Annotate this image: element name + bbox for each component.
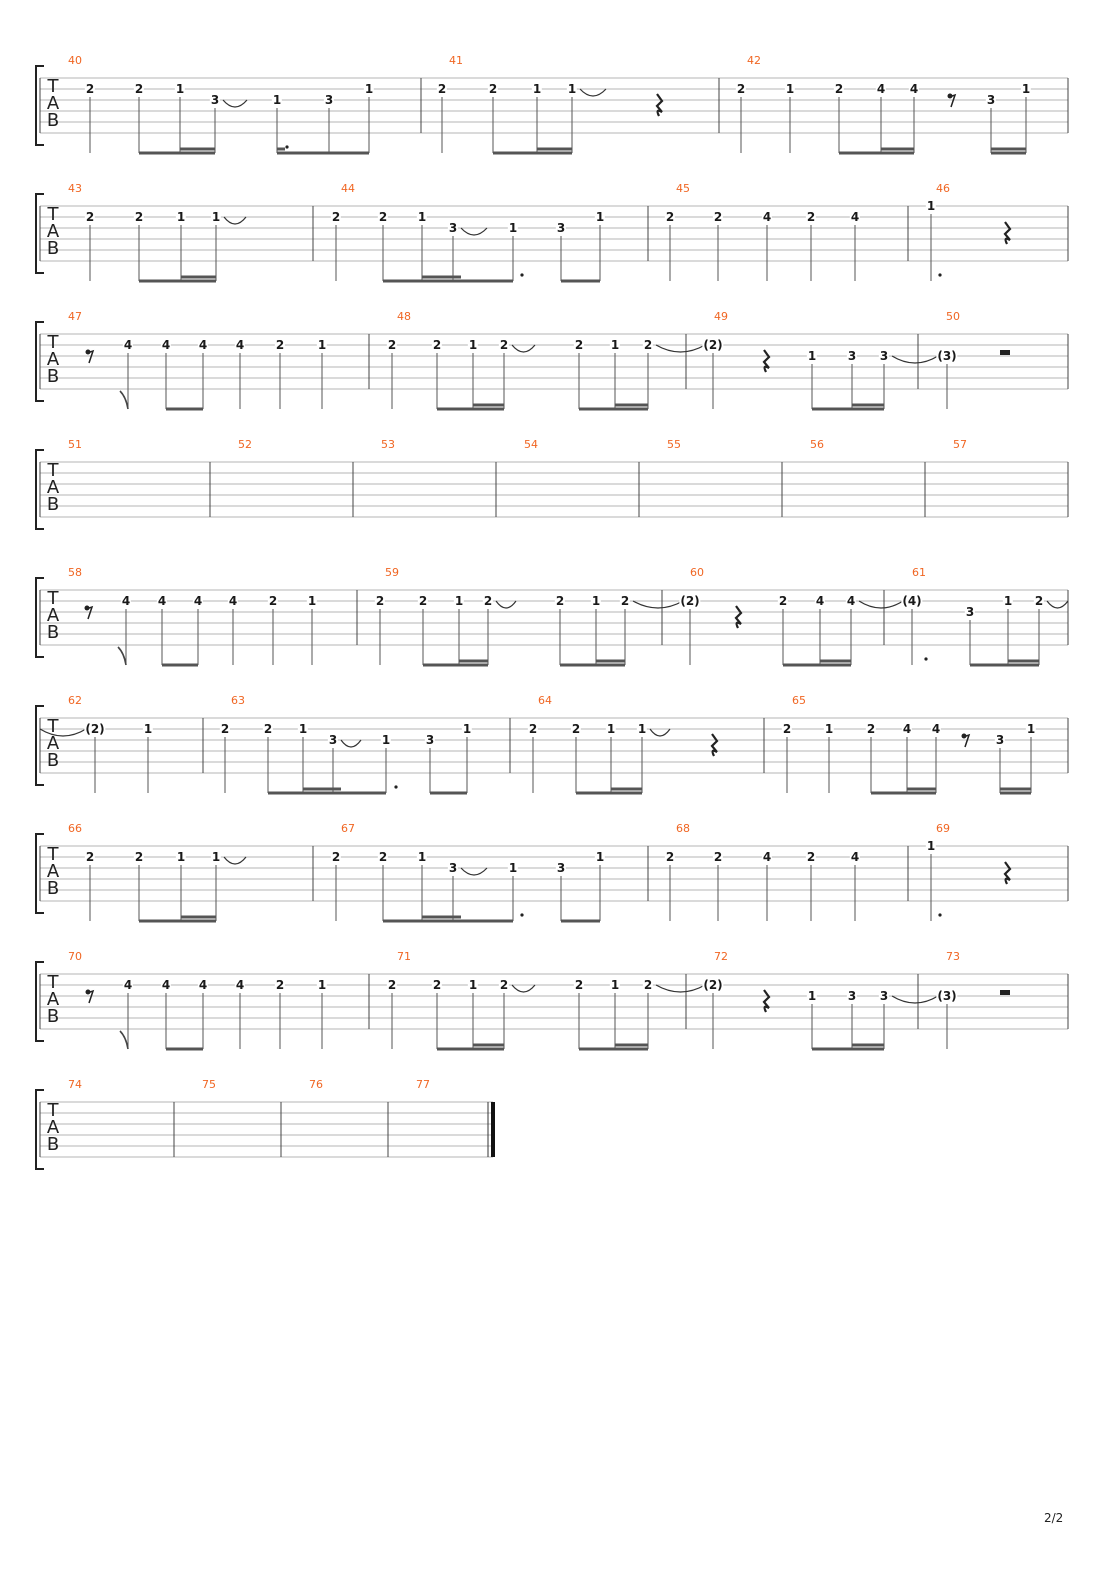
fret-number: 3 [879,349,889,363]
fret-number: 4 [850,850,860,864]
page-number: 2/2 [1044,1511,1064,1525]
tab-clef-letter: T [47,972,59,993]
note-flag [118,647,126,665]
staff-svg [0,316,1110,436]
staff-svg [0,700,1110,820]
measure-number: 40 [68,54,82,67]
fret-number: 2 [134,210,144,224]
fret-number: 2 [834,82,844,96]
fret-number: 1 [606,722,616,736]
note-flag [120,391,128,409]
rhythm-dot [924,657,927,660]
measure-number: 55 [667,438,681,451]
rhythm-dot [938,273,941,276]
fret-number: 1 [211,210,221,224]
measure-number: 74 [68,1078,82,1091]
tab-clef-letter: A [46,1117,60,1138]
fret-number: 2 [268,594,278,608]
measure-number: 68 [676,822,690,835]
fret-number: 3 [448,861,458,875]
tab-clef-letter: T [47,76,59,97]
fret-number: 1 [508,221,518,235]
fret-number: 2 [555,594,565,608]
fret-number: 1 [272,93,282,107]
quarter-rest-icon [1005,862,1010,884]
whole-rest-icon [1000,990,1010,995]
fret-number: 2 [378,210,388,224]
tab-clef-letter: T [47,716,59,737]
fret-number: 3 [324,93,334,107]
tab-clef-letter: A [46,349,60,370]
fret-number: 4 [121,594,131,608]
staff-svg [0,572,1110,692]
fret-number: (2) [680,594,700,608]
fret-number: 1 [591,594,601,608]
fret-number: 1 [785,82,795,96]
fret-number: 1 [364,82,374,96]
tab-clef-letter: B [46,238,60,259]
fret-number: 1 [454,594,464,608]
tie-arc [892,996,938,1003]
fret-number: 1 [175,82,185,96]
fret-number: 1 [211,850,221,864]
measure-number: 77 [416,1078,430,1091]
measure-number: 47 [68,310,82,323]
tie-arc [461,868,487,875]
rhythm-dot [520,273,523,276]
rhythm-dot [285,145,288,148]
fret-number: 4 [228,594,238,608]
tie-arc [633,601,683,608]
tie-arc [580,89,606,96]
fret-number: 1 [176,210,186,224]
tab-clef-letter: B [46,366,60,387]
fret-number: 3 [879,989,889,1003]
fret-number: 1 [595,850,605,864]
fret-number: 2 [275,338,285,352]
measure-number: 41 [449,54,463,67]
fret-number: 2 [134,850,144,864]
fret-number: 1 [468,978,478,992]
fret-number: 1 [567,82,577,96]
fret-number: 1 [298,722,308,736]
fret-number: 2 [665,850,675,864]
fret-number: (3) [937,989,957,1003]
fret-number: 1 [532,82,542,96]
fret-number: 2 [782,722,792,736]
fret-number: 1 [462,722,472,736]
fret-number: (2) [85,722,105,736]
fret-number: 2 [375,594,385,608]
fret-number: 2 [85,210,95,224]
fret-number: 4 [876,82,886,96]
fret-number: 4 [902,722,912,736]
measure-number: 48 [397,310,411,323]
tab-system [0,438,1110,564]
quarter-rest-icon [712,734,717,756]
fret-number: 1 [610,338,620,352]
tab-system [0,950,1110,1076]
tab-system [0,566,1110,692]
measure-number: 50 [946,310,960,323]
fret-number: 2 [665,210,675,224]
measure-number: 62 [68,694,82,707]
fret-number: 4 [123,338,133,352]
fret-number: 2 [331,850,341,864]
tab-system [0,694,1110,820]
fret-number: 4 [161,978,171,992]
fret-number: 2 [806,210,816,224]
quarter-rest-icon [764,350,769,372]
fret-number: 2 [806,850,816,864]
tie-arc [656,985,705,992]
measure-number: 63 [231,694,245,707]
fret-number: 1 [176,850,186,864]
fret-number: 1 [807,989,817,1003]
tab-clef-letter: B [46,750,60,771]
fret-number: 4 [850,210,860,224]
fret-number: 4 [198,338,208,352]
fret-number: 3 [556,221,566,235]
fret-number: 2 [499,338,509,352]
measure-number: 54 [524,438,538,451]
tab-clef-letter: B [46,110,60,131]
measure-number: 45 [676,182,690,195]
fret-number: 1 [417,210,427,224]
fret-number: 4 [815,594,825,608]
fret-number: 4 [762,850,772,864]
staff-svg [0,444,1110,564]
fret-number: 1 [307,594,317,608]
fret-number: (3) [937,349,957,363]
whole-rest-icon [1000,350,1010,355]
tab-clef-letter: A [46,861,60,882]
fret-number: 1 [381,733,391,747]
fret-number: 4 [193,594,203,608]
tie-arc [892,356,938,363]
tab-clef-letter: A [46,989,60,1010]
tab-system [0,310,1110,436]
tie-arc [512,985,535,992]
fret-number: 3 [986,93,996,107]
tie-arc [223,100,247,107]
fret-number: 2 [432,978,442,992]
fret-number: 2 [134,82,144,96]
fret-number: (2) [703,338,723,352]
fret-number: 3 [425,733,435,747]
fret-number: 1 [317,978,327,992]
tie-arc [650,729,670,736]
fret-number: 2 [488,82,498,96]
measure-number: 51 [68,438,82,451]
fret-number: 1 [595,210,605,224]
tie-arc [859,601,903,608]
tab-clef-letter: A [46,221,60,242]
fret-number: (2) [703,978,723,992]
measure-number: 61 [912,566,926,579]
measure-number: 66 [68,822,82,835]
tab-clef-letter: B [46,494,60,515]
measure-number: 75 [202,1078,216,1091]
fret-number: 2 [275,978,285,992]
measure-number: 43 [68,182,82,195]
fret-number: 2 [643,978,653,992]
rhythm-dot [394,785,397,788]
fret-number: 1 [926,199,936,213]
fret-number: 1 [807,349,817,363]
measure-number: 60 [690,566,704,579]
fret-number: 2 [866,722,876,736]
measure-number: 44 [341,182,355,195]
staff-svg [0,60,1110,180]
measure-number: 59 [385,566,399,579]
fret-number: 3 [995,733,1005,747]
fret-number: 2 [574,978,584,992]
measure-number: 58 [68,566,82,579]
measure-number: 56 [810,438,824,451]
fret-number: 1 [317,338,327,352]
measure-number: 71 [397,950,411,963]
tab-clef-letter: B [46,878,60,899]
tie-arc [224,217,246,224]
fret-number: 4 [909,82,919,96]
fret-number: 2 [713,210,723,224]
fret-number: 3 [328,733,338,747]
tie-arc [224,857,246,864]
measure-number: 72 [714,950,728,963]
measure-number: 49 [714,310,728,323]
fret-number: 2 [387,978,397,992]
fret-number: 3 [556,861,566,875]
staff-svg [0,188,1110,308]
fret-number: 2 [437,82,447,96]
fret-number: 4 [762,210,772,224]
tie-arc [656,345,705,352]
fret-number: 1 [610,978,620,992]
quarter-rest-icon [736,606,741,628]
tab-clef-letter: B [46,1134,60,1155]
fret-number: 3 [847,989,857,1003]
measure-number: 64 [538,694,552,707]
fret-number: 1 [143,722,153,736]
tab-clef-letter: A [46,605,60,626]
fret-number: 2 [571,722,581,736]
tab-system [0,1078,1110,1204]
fret-number: 2 [220,722,230,736]
fret-number: 2 [483,594,493,608]
fret-number: 2 [331,210,341,224]
fret-number: 2 [418,594,428,608]
measure-number: 53 [381,438,395,451]
staff-svg [0,828,1110,948]
fret-number: 2 [528,722,538,736]
fret-number: 4 [931,722,941,736]
tab-clef-letter: A [46,733,60,754]
fret-number: 2 [85,850,95,864]
tab-clef-letter: A [46,477,60,498]
fret-number: 4 [846,594,856,608]
fret-number: 1 [1003,594,1013,608]
tab-clef-letter: T [47,1100,59,1121]
fret-number: 2 [736,82,746,96]
fret-number: 3 [448,221,458,235]
fret-number: 1 [417,850,427,864]
fret-number: 4 [157,594,167,608]
fret-number: 2 [85,82,95,96]
tab-clef-letter: T [47,844,59,865]
tie-arc [341,740,361,747]
fret-number: 3 [210,93,220,107]
rhythm-dot [520,913,523,916]
fret-number: 2 [432,338,442,352]
fret-number: 1 [637,722,647,736]
fret-number: 4 [123,978,133,992]
fret-number: 2 [574,338,584,352]
quarter-rest-icon [1005,222,1010,244]
fret-number: 1 [1021,82,1031,96]
tab-clef-letter: T [47,204,59,225]
measure-number: 46 [936,182,950,195]
fret-number: 2 [643,338,653,352]
fret-number: 2 [1034,594,1044,608]
fret-number: 2 [620,594,630,608]
fret-number: 1 [824,722,834,736]
tab-system [0,54,1110,180]
fret-number: 1 [508,861,518,875]
measure-number: 57 [953,438,967,451]
fret-number: (4) [902,594,922,608]
fret-number: 2 [263,722,273,736]
measure-number: 76 [309,1078,323,1091]
tie-arc [461,228,487,235]
tab-clef-letter: T [47,588,59,609]
tie-arc [512,345,535,352]
fret-number: 1 [1026,722,1036,736]
fret-number: 1 [926,839,936,853]
fret-number: 2 [378,850,388,864]
tab-clef-letter: T [47,332,59,353]
measure-number: 65 [792,694,806,707]
staff-svg [0,956,1110,1076]
fret-number: 2 [778,594,788,608]
tab-system [0,182,1110,308]
fret-number: 3 [847,349,857,363]
fret-number: 4 [198,978,208,992]
measure-number: 70 [68,950,82,963]
quarter-rest-icon [764,990,769,1012]
fret-number: 4 [161,338,171,352]
tab-clef-letter: B [46,622,60,643]
tab-clef-letter: B [46,1006,60,1027]
quarter-rest-icon [657,94,662,116]
measure-number: 67 [341,822,355,835]
measure-number: 69 [936,822,950,835]
staff-svg [0,1084,1110,1204]
tie-arc [496,601,516,608]
fret-number: 1 [468,338,478,352]
rhythm-dot [938,913,941,916]
fret-number: 2 [713,850,723,864]
fret-number: 4 [235,978,245,992]
fret-number: 3 [965,605,975,619]
measure-number: 42 [747,54,761,67]
tab-clef-letter: A [46,93,60,114]
tab-clef-letter: T [47,460,59,481]
measure-number: 73 [946,950,960,963]
fret-number: 2 [499,978,509,992]
tie-arc [1047,601,1068,608]
measure-number: 52 [238,438,252,451]
tab-system [0,822,1110,948]
note-flag [120,1031,128,1049]
fret-number: 2 [387,338,397,352]
fret-number: 4 [235,338,245,352]
